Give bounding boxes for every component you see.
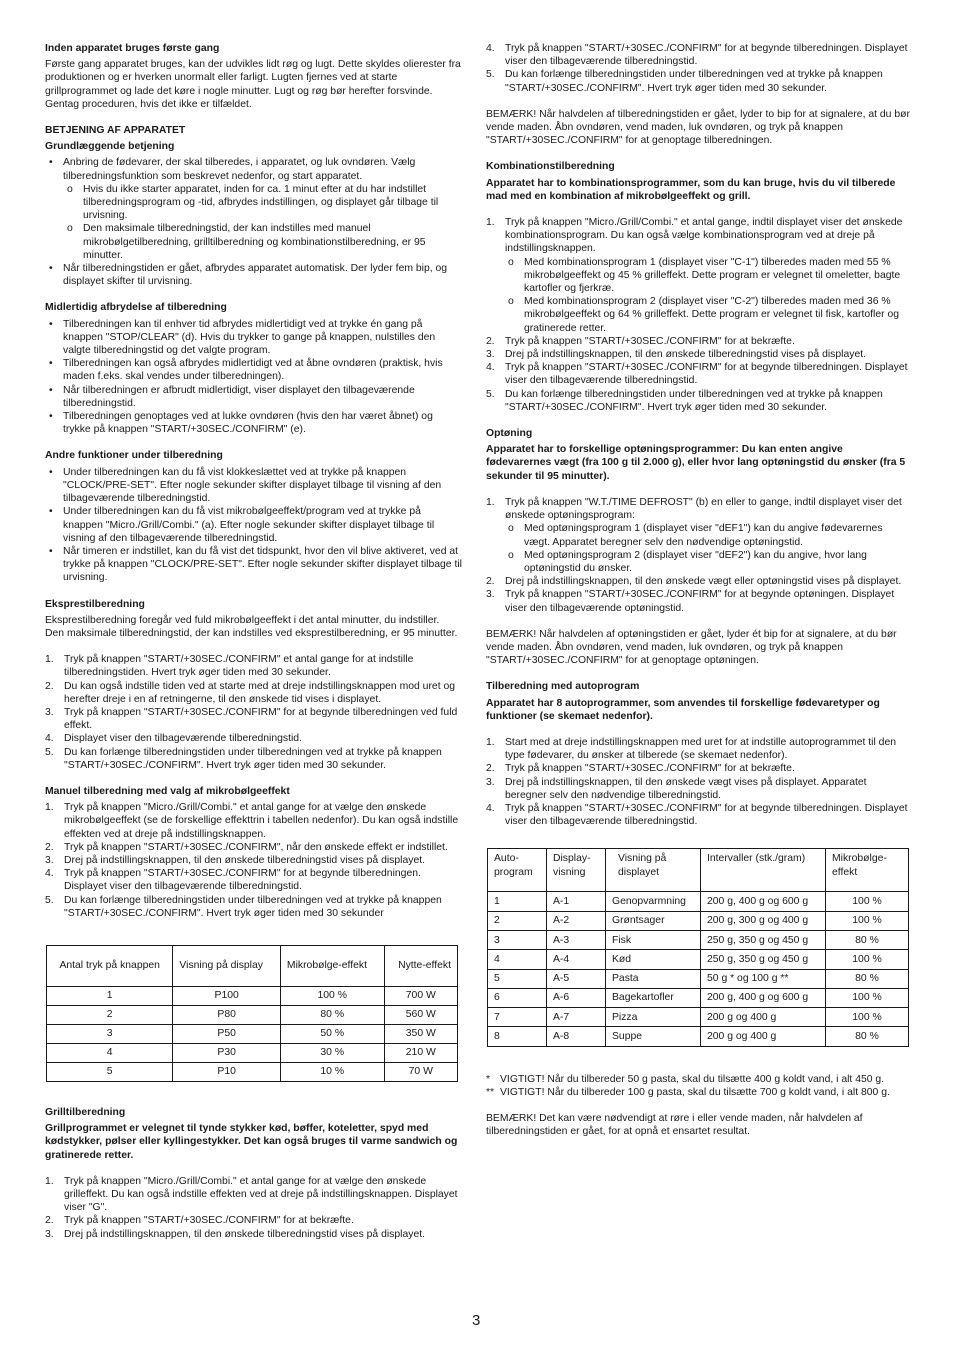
table-cell: 2: [47, 1005, 173, 1024]
numbered-item: 2. Tryk på knappen "START/+30SEC./CONFIRM" for at bekræfte.: [486, 335, 795, 347]
table-row: [488, 1027, 909, 1046]
bullet-item: • Når tilberedningen er afbrudt midlertidigt, viser displayet den tilbageværende tilberedningstid.: [49, 384, 415, 409]
table-header: Display-visning: [547, 849, 606, 892]
table-cell: 50 g * og 100 g **: [701, 969, 826, 988]
table-cell: Pasta: [606, 969, 701, 988]
numbered-item: 3. Drej på indstillingsknappen, til den ønskede tilberedningstid vises på displayet.: [45, 1228, 425, 1240]
table-header-row: [47, 945, 458, 986]
sub-bullet-item: o Med optøningsprogram 1 (displayet viser "dEF1") kan du angive fødevarernes vægt. Apparatet beregner selv den nødvendige optøningstid.: [508, 523, 883, 548]
table-row: [47, 1005, 458, 1024]
section-title: Manuel tilberedning med valg af mikrobølgeeffekt: [45, 785, 290, 797]
table-cell: 200 g, 400 g og 600 g: [701, 892, 826, 911]
note-paragraph: BEMÆRK! Når halvdelen af optøningstiden er gået, lyder ét bip for at signalere, at du bør vende maden. Åbn ovndøren, vend maden, luk ovndøren, og tryk på knappen "START/+30SEC./CONFIRM" for at genoptage optøningen.: [486, 628, 897, 667]
subsection-title: Grundlæggende betjening: [45, 141, 175, 153]
numbered-item: 4. Tryk på knappen "START/+30SEC./CONFIRM" for at begynde tilberedningen. Displayet viser den tilbageværende tilberedningstid.: [486, 362, 908, 387]
table-cell: 3: [47, 1024, 173, 1043]
numbered-item: 2. Tryk på knappen "START/+30SEC./CONFIRM" for at bekræfte.: [45, 1215, 354, 1227]
numbered-item: 4. Tryk på knappen "START/+30SEC./CONFIRM" for at begynde tilberedningen. Displayet viser den tilbageværende tilberedningstid.: [45, 868, 421, 893]
section-title: Grilltilberedning: [45, 1106, 126, 1118]
table-cell: 250 g, 350 g og 450 g: [701, 930, 826, 949]
table-cell: 250 g, 350 g og 450 g: [701, 950, 826, 969]
bullet-item: • Under tilberedningen kan du få vist klokkeslættet ved at trykke på knappen "CLOCK/PRE-SET". Efter nogle sekunder skifter displayet tilbage til visning af den tilbageværende tilberedningstid.: [49, 466, 442, 505]
table-cell: 50 %: [280, 1024, 384, 1043]
numbered-item: 1. Start med at dreje indstillingsknappen med uret for at indstille autoprogrammet til den type fødevarer, du ønsker at tilberede (se skemaet nedenfor).: [486, 736, 897, 762]
paragraph: Den maksimale tilberedningstid, der kan indstilles ved eksprestilberedning, er 95 minutter.: [45, 627, 458, 639]
table-cell: 100 %: [826, 1008, 909, 1027]
numbered-item: 3. Drej på indstillingsknappen, til den ønskede tilberedningstid vises på displayet.: [486, 349, 866, 361]
table-cell: 30 %: [280, 1043, 384, 1062]
bullet-item: • Anbring de fødevarer, der skal tilberedes, i apparatet, og luk ovndøren. Vælg tilberedningsfunktion som beskrevet nedenfor, og start apparatet.: [49, 157, 416, 182]
table-header: Antal tryk på knappen: [47, 945, 173, 986]
numbered-item: 2. Tryk på knappen "START/+30SEC./CONFIRM", når den ønskede effekt er indstillet.: [45, 841, 448, 853]
table-cell: 200 g, 300 g og 400 g: [701, 911, 826, 930]
table-cell: Genopvarmning: [606, 892, 701, 911]
table-cell: Fisk: [606, 930, 701, 949]
numbered-item: 1. Tryk på knappen "W.T./TIME DEFROST" (b) en eller to gange, indtil displayet viser det ønskede optøningsprogram:: [486, 496, 902, 522]
intro-paragraph: Apparatet har to kombinationsprogrammer, som du kan bruge, hvis du vil tilberede mad med en kombination af mikrobølgeeffekt og grill.: [486, 177, 896, 202]
table-cell: 200 g og 400 g: [701, 1027, 826, 1046]
table-cell: 7: [488, 1008, 547, 1027]
table-cell: 200 g, 400 g og 600 g: [701, 988, 826, 1007]
table-cell: 100 %: [826, 911, 909, 930]
section-title: Midlertidig afbrydelse af tilberedning: [45, 302, 227, 314]
table-header: Auto-program: [488, 849, 547, 892]
table-cell: 1: [47, 986, 173, 1005]
table-cell: A-5: [547, 969, 606, 988]
numbered-item: 5. Du kan forlænge tilberedningstiden under tilberedningen ved at trykke på knappen "START/+30SEC./CONFIRM". Hvert tryk øger tiden med 30 sekunder.: [486, 69, 883, 94]
note-paragraph: BEMÆRK! Det kan være nødvendigt at røre i eller vende maden, når halvdelen af tilberedningstiden er gået, for at opnå et ensartet resultat.: [486, 1113, 863, 1138]
sub-bullet-item: o Hvis du ikke starter apparatet, inden for ca. 1 minut efter at du har indstillet tilberedningsprogram og -tid, afbrydes indstillingen, og displayet går tilbage til urvisning.: [67, 183, 439, 222]
bullet-item: • Når tilberedningstiden er gået, afbrydes apparatet automatisk. Der lyder fem bip, og displayet skifter til urvisning.: [49, 263, 448, 288]
table-row: [47, 1043, 458, 1062]
table-cell: 100 %: [826, 892, 909, 911]
table-cell: Kød: [606, 950, 701, 969]
numbered-item: 5. Du kan forlænge tilberedningstiden under tilberedningen ved at trykke på knappen "START/+30SEC./CONFIRM". Hvert tryk øger tiden med 30 sekunder.: [45, 746, 442, 771]
table-cell: A-8: [547, 1027, 606, 1046]
table-cell: A-3: [547, 930, 606, 949]
table-cell: 100 %: [826, 988, 909, 1007]
table-row: [488, 950, 909, 969]
numbered-item: 2. Du kan også indstille tiden ved at starte med at dreje indstillingsknappen mod uret og herefter dreje i en af retningerne, til den ønskede tid vises i displayet.: [45, 680, 456, 705]
footnote: * VIGTIGT! Når du tilbereder 50 g pasta, skal du tilsætte 400 g koldt vand, i alt 450 g.: [486, 1073, 885, 1085]
intro-paragraph: Apparatet har to forskellige optøningsprogrammer: Du kan enten angive fødevarernes vægt (fra 100 g til 2.000 g), eller hvor lang optøningstid du ønsker (fra 5 sekunder til 95 minutter).: [486, 444, 906, 482]
table-cell: P50: [173, 1024, 281, 1043]
table-cell: Grøntsager: [606, 911, 701, 930]
note-paragraph: BEMÆRK! Når halvdelen af tilberedningstiden er gået, lyder to bip for at signalere, at du bør vende maden. Åbn ovndøren, vend maden, luk ovndøren, og tryk på knappen "START/+30SEC./CONFIRM" for at genoptage tilberedningen.: [486, 108, 910, 147]
table-cell: 70 W: [384, 1062, 457, 1081]
table-cell: 100 %: [826, 950, 909, 969]
table-cell: A-6: [547, 988, 606, 1007]
section-title: Andre funktioner under tilberedning: [45, 450, 223, 462]
table-cell: Bagekartofler: [606, 988, 701, 1007]
intro-paragraph: Grillprogrammet er velegnet til tynde stykker kød, bøffer, koteletter, spyd med kødstykker, pølser eller kyllingestykker. Det kan også bruges til varme sandwich og gratinerede retter.: [45, 1123, 458, 1161]
table-cell: 80 %: [826, 930, 909, 949]
table-row: [47, 986, 458, 1005]
table-header: Visning på display: [173, 945, 281, 986]
table-cell: A-7: [547, 1008, 606, 1027]
sub-bullet-item: o Med kombinationsprogram 2 (displayet viser "C-2") tilberedes maden med 36 % mikrobølgeeffekt og 64 % grilleffekt. Dette program er velegnet til fisk, kartofler og gratinerede retter.: [508, 296, 900, 334]
bullet-item: • Tilberedningen kan til enhver tid afbrydes midlertidigt ved at trykke én gang på knappen "STOP/CLEAR" (d). Hvis du trykker to gange på knappen, nulstilles den valgte tilberedningstid og det valgte program.: [49, 318, 436, 357]
table-cell: P30: [173, 1043, 281, 1062]
table-row: [488, 1008, 909, 1027]
table-cell: 5: [47, 1062, 173, 1081]
numbered-item: 3. Drej på indstillingsknappen, til den ønskede vægt vises på displayet. Apparatet beregner selv den nødvendige tilberedningstid.: [486, 776, 867, 801]
table-cell: 700 W: [384, 986, 457, 1005]
table-cell: 200 g og 400 g: [701, 1008, 826, 1027]
table-cell: 560 W: [384, 1005, 457, 1024]
table-cell: 2: [488, 911, 547, 930]
numbered-item: 4. Displayet viser den tilbageværende tilberedningstid.: [45, 733, 302, 745]
numbered-item: 4. Tryk på knappen "START/+30SEC./CONFIRM" for at begynde tilberedningen. Displayet viser den tilbageværende tilberedningstid.: [486, 802, 908, 828]
table-cell: 5: [488, 969, 547, 988]
table-cell: A-2: [547, 911, 606, 930]
table-cell: 1: [488, 892, 547, 911]
left-column: [45, 42, 463, 1241]
table-cell: Suppe: [606, 1027, 701, 1046]
autoprogram-table: [487, 848, 909, 1046]
table-cell: 80 %: [826, 1027, 909, 1046]
table-cell: 4: [488, 950, 547, 969]
table-cell: 100 %: [280, 986, 384, 1005]
table-header: Mikrobølge-effekt: [826, 849, 909, 892]
table-row: [488, 911, 909, 930]
numbered-item: 1. Tryk på knappen "Micro./Grill/Combi." et antal gange, indtil displayet viser det ønskede kombinationsprogram. Du kan også vælge kombinationsprogram ved at dreje på indstillingsknappen.: [486, 217, 903, 255]
footnote: ** VIGTIGT! Når du tilbereder 100 g pasta, skal du tilsætte 700 g koldt vand, i alt 800 g.: [486, 1086, 890, 1098]
numbered-item: 1. Tryk på knappen "Micro./Grill/Combi." et antal gange for at vælge den ønskede mikrobølgeeffekt (se de forskellige effekttrin i tabellen nedenfor). Du kan også indstille effekten ved at dreje på indstillingsknappen.: [45, 802, 459, 840]
table-cell: Pizza: [606, 1008, 701, 1027]
table-header: Visning på displayet: [606, 849, 701, 892]
table-cell: 3: [488, 930, 547, 949]
bullet-item: • Når timeren er indstillet, kan du få vist det tidspunkt, hvor den vil blive aktiveret, ved at trykke på knappen "CLOCK/PRE-SET". Efter nogle sekunder skifter displayet tilbage til urvisning.: [49, 545, 462, 584]
numbered-item: 2. Drej på indstillingsknappen, til den ønskede vægt eller optøningstid vises på displayet.: [486, 576, 902, 588]
table-cell: 80 %: [826, 969, 909, 988]
table-cell: 210 W: [384, 1043, 457, 1062]
numbered-item: 2. Tryk på knappen "START/+30SEC./CONFIRM" for at bekræfte.: [486, 763, 795, 775]
page-number: 3: [472, 1312, 481, 1329]
paragraph: Første gang apparatet bruges, kan der udvikles lidt røg og lugt. Dette skyldes olierester fra produktionen og er hverken unormalt eller farligt. Lugten fjernes ved at starte grillprogrammet og lade det køre i nogle minutter. Lugt og røg bør herefter forsvinde. Gentag proceduren, hvis det ikke er tilfældet.: [45, 59, 461, 110]
section-title: BETJENING AF APPARATET: [45, 125, 186, 137]
sub-bullet-item: o Den maksimale tilberedningstid, der kan indstilles med manuel mikrobølgetilberedning, grilltilberedning og kombinationstilberedning, er 95 minutter.: [67, 223, 426, 261]
numbered-item: 3. Tryk på knappen "START/+30SEC./CONFIRM" for at begynde optøningen. Displayet viser den tilbageværende optøningstid.: [486, 589, 895, 614]
table-header-row: [488, 849, 909, 892]
table-cell: 6: [488, 988, 547, 1007]
table-cell: P10: [173, 1062, 281, 1081]
table-cell: 4: [47, 1043, 173, 1062]
section-title: Optøning: [486, 428, 533, 440]
bullet-item: • Under tilberedningen kan du få vist mikrobølgeeffekt/program ved at trykke på knappen "Micro./Grill/Combi." (a). Efter nogle sekunder skifter displayet tilbage til visning af den tilbageværende tilberedningstid.: [49, 506, 435, 544]
table-header: Intervaller (stk./gram): [701, 849, 826, 892]
table-cell: 80 %: [280, 1005, 384, 1024]
table-cell: P100: [173, 986, 281, 1005]
numbered-item: 5. Du kan forlænge tilberedningstiden under tilberedningen ved at trykke på knappen "START/+30SEC./CONFIRM". Hvert tryk øger tiden med 30 sekunder: [45, 894, 442, 919]
section-title: Inden apparatet bruges første gang: [45, 43, 220, 54]
numbered-item: 5. Du kan forlænge tilberedningstiden under tilberedningen ved at trykke på knappen "START/+30SEC./CONFIRM". Hvert tryk øger tiden med 30 sekunder.: [486, 388, 883, 413]
section-title: Eksprestilberedning: [45, 598, 145, 610]
table-row: [47, 1024, 458, 1043]
sub-bullet-item: o Med kombinationsprogram 1 (displayet viser "C-1") tilberedes maden med 55 % mikrobølgeeffekt og 45 % grilleffekt. Dette program er velegnet til omeletter, bagte kartofler og fjerkræ.: [508, 256, 901, 295]
section-title: Kombinationstilberedning: [486, 161, 615, 173]
right-column: [486, 42, 910, 1139]
intro-paragraph: Apparatet har 8 autoprogrammer, som anvendes til forskellige fødevaretyper og funktioner (se skemaet nedenfor).: [486, 697, 880, 722]
table-row: [488, 988, 909, 1007]
numbered-item: 3. Drej på indstillingsknappen, til den ønskede tilberedningstid vises på displayet.: [45, 854, 425, 866]
table-row: [488, 930, 909, 949]
table-header: Mikrobølge-effekt: [280, 945, 384, 986]
table-row: [47, 1062, 458, 1081]
bullet-item: • Tilberedningen genoptages ved at lukke ovndøren (hvis den har været åbnet) og trykke på knappen "START/+30SEC./CONFIRM" (e).: [49, 411, 433, 436]
table-cell: A-1: [547, 892, 606, 911]
section-title: Tilberedning med autoprogram: [486, 681, 640, 693]
bullet-item: • Tilberedningen kan også afbrydes midlertidigt ved at åbne ovndøren (praktisk, hvis maden f.eks. skal vendes under tilberedningen).: [49, 358, 443, 383]
table-header: Nytte-effekt: [384, 945, 457, 986]
numbered-item: 3. Tryk på knappen "START/+30SEC./CONFIRM" for at begynde tilberedningen ved fuld effekt.: [45, 706, 458, 732]
numbered-item: 1. Tryk på knappen "Micro./Grill/Combi." et antal gange for at vælge den ønskede grilleffekt. Du kan også indstille effekten ved at dreje på indstillingsknappen. Displayet viser "G".: [45, 1175, 458, 1214]
numbered-item: 4. Tryk på knappen "START/+30SEC./CONFIRM" for at begynde tilberedningen. Displayet viser den tilbageværende tilberedningstid.: [486, 43, 908, 68]
table-row: [488, 969, 909, 988]
table-cell: 350 W: [384, 1024, 457, 1043]
power-level-table: [46, 945, 458, 1082]
table-cell: 8: [488, 1027, 547, 1046]
table-cell: 10 %: [280, 1062, 384, 1081]
table-cell: A-4: [547, 950, 606, 969]
table-cell: P80: [173, 1005, 281, 1024]
sub-bullet-item: o Med optøningsprogram 2 (displayet viser "dEF2") kan du angive, hvor lang optøningstid du ønsker.: [508, 549, 867, 574]
paragraph: Eksprestilberedning foregår ved fuld mikrobølgeeffekt i det antal minutter, du indstiller.: [45, 614, 440, 626]
numbered-item: 1. Tryk på knappen "START/+30SEC./CONFIRM" et antal gange for at indstille tilberedningstiden. Hvert tryk øger tiden med 30 sekunder.: [45, 654, 414, 679]
table-row: [488, 892, 909, 911]
